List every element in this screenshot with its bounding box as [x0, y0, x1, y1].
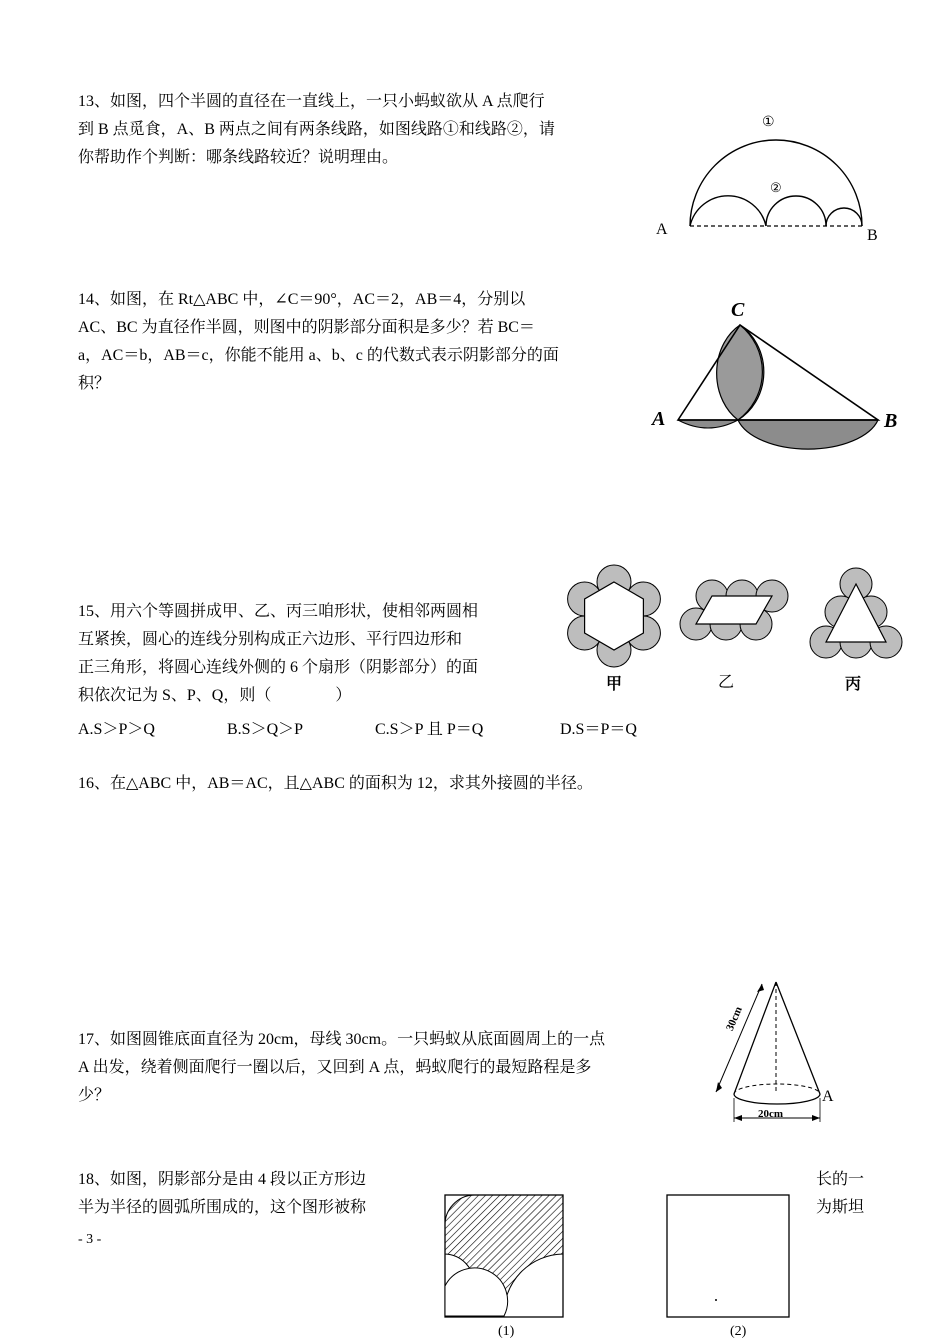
q13-line-3: 你帮助作个判断：哪条线路较近？说明理由。 — [78, 149, 399, 166]
q17-base-back — [734, 1084, 820, 1094]
q14-point-b: B — [884, 410, 898, 432]
q18-figure-2 — [666, 1194, 790, 1320]
q17-line-2: A 出发，绕着侧面爬行一圈以后，又回到 A 点，蚂蚁爬行的最短路程是多 — [78, 1059, 592, 1076]
q15-text — [78, 598, 478, 710]
q16-text — [78, 770, 593, 798]
q17-cone-figure — [712, 976, 832, 1126]
q15-line-3: 正三角形，将圆心连线外侧的 6 个扇形（阴影部分）的面 — [78, 659, 479, 676]
q18-right-line-1: 长的一 — [816, 1171, 865, 1188]
q14-line-1: 14、如图，在 Rt△ABC 中，∠C＝90°，AC＝2，AB＝4，分别以 — [78, 291, 526, 308]
q14-line-3: a，AC＝b，AB＝c，你能不能用 a、b、c 的代数式表示阴影部分的面 — [78, 347, 559, 364]
q18-left-line-2: 半为半径的圆弧所围成的，这个图形被称 — [78, 1199, 367, 1216]
q17-text — [78, 1026, 605, 1110]
q17-point-a: A — [822, 1088, 834, 1105]
q14-triangle-figure — [660, 300, 890, 460]
q13-point-b: B — [867, 227, 878, 244]
q15-figure-bing — [804, 566, 908, 664]
q13-route-2-arc-3 — [826, 208, 862, 226]
page-number: - 3 - — [78, 1232, 102, 1247]
q13-text — [78, 88, 555, 172]
q14-text — [78, 286, 559, 398]
q14-shaded-lune-ac — [717, 325, 764, 420]
q17-diameter-label: 20cm — [758, 1108, 784, 1120]
q14-point-a: A — [652, 408, 666, 430]
q13-route-2-arc-1 — [690, 196, 766, 226]
q17-cone-left-side — [734, 982, 776, 1094]
q15-label-yi: 乙 — [718, 674, 735, 691]
q18-label-2: (2) — [730, 1324, 747, 1339]
q15-figure-jia — [564, 566, 664, 666]
q18-right-line-2: 为斯坦 — [816, 1199, 865, 1216]
q14-triangle-abc — [678, 325, 878, 420]
q17-slant-label: 30cm — [724, 1004, 745, 1033]
q13-point-a: A — [656, 221, 668, 238]
q14-line-2: AC、BC 为直径作半圆，则图中的阴影部分面积是多少？若 BC＝ — [78, 319, 535, 336]
q14-shaded-lune-cb — [738, 420, 878, 449]
q17-line-1: 17、如图圆锥底面直径为 20cm，母线 30cm。一只蚂蚁从底面圆周上的一点 — [78, 1031, 606, 1048]
q15-option-c: C.S＞P 且 P＝Q — [375, 721, 484, 738]
q15-option-d: D.S＝P＝Q — [560, 721, 637, 738]
q13-route-1-label: ① — [762, 115, 775, 130]
q13-line-2: 到 B 点觅食，A、B 两点之间有两条线路，如图线路①和线路②，请 — [78, 121, 555, 138]
q17-cone-right-side — [776, 982, 820, 1094]
q15-label-bing: 丙 — [845, 676, 862, 693]
q15-option-a: A.S＞P＞Q — [78, 721, 155, 738]
q15-line-4: 积依次记为 S、P、Q，则（ ） — [78, 687, 352, 704]
q17-base-front — [734, 1094, 820, 1104]
q14-shaded-crescent-a — [678, 420, 738, 428]
q18-figure-1 — [444, 1194, 564, 1320]
q18-square-2 — [667, 1195, 789, 1317]
q17-line-3: 少？ — [78, 1087, 111, 1104]
q18-label-1: (1) — [498, 1324, 515, 1339]
q15-option-b: B.S＞Q＞P — [227, 721, 304, 738]
q15-figure-yi — [676, 576, 792, 656]
q18-left-line-1: 18、如图，阴影部分是由 4 段以正方形边 — [78, 1171, 367, 1188]
q16-line-1: 16、在△ABC 中，AB＝AC，且△ABC 的面积为 12，求其外接圆的半径。 — [78, 775, 593, 792]
q15-line-1: 15、用六个等圆拼成甲、乙、丙三咱形状，使相邻两圆相 — [78, 603, 479, 620]
q13-line-1: 13、如图，四个半圆的直径在一直线上，一只小蚂蚁欲从 A 点爬行 — [78, 93, 545, 110]
q15-label-jia: 甲 — [606, 676, 623, 693]
q14-line-4: 积？ — [78, 375, 111, 392]
q13-route-2-label: ② — [770, 180, 782, 195]
q13-route-2-arc-2 — [766, 196, 826, 226]
q15-line-2: 互紧挨，圆心的连线分别构成正六边形、平行四边形和 — [78, 631, 463, 648]
q18-text-right — [816, 1166, 864, 1222]
q18-text-left — [78, 1166, 366, 1222]
q14-point-c: C — [731, 299, 745, 321]
